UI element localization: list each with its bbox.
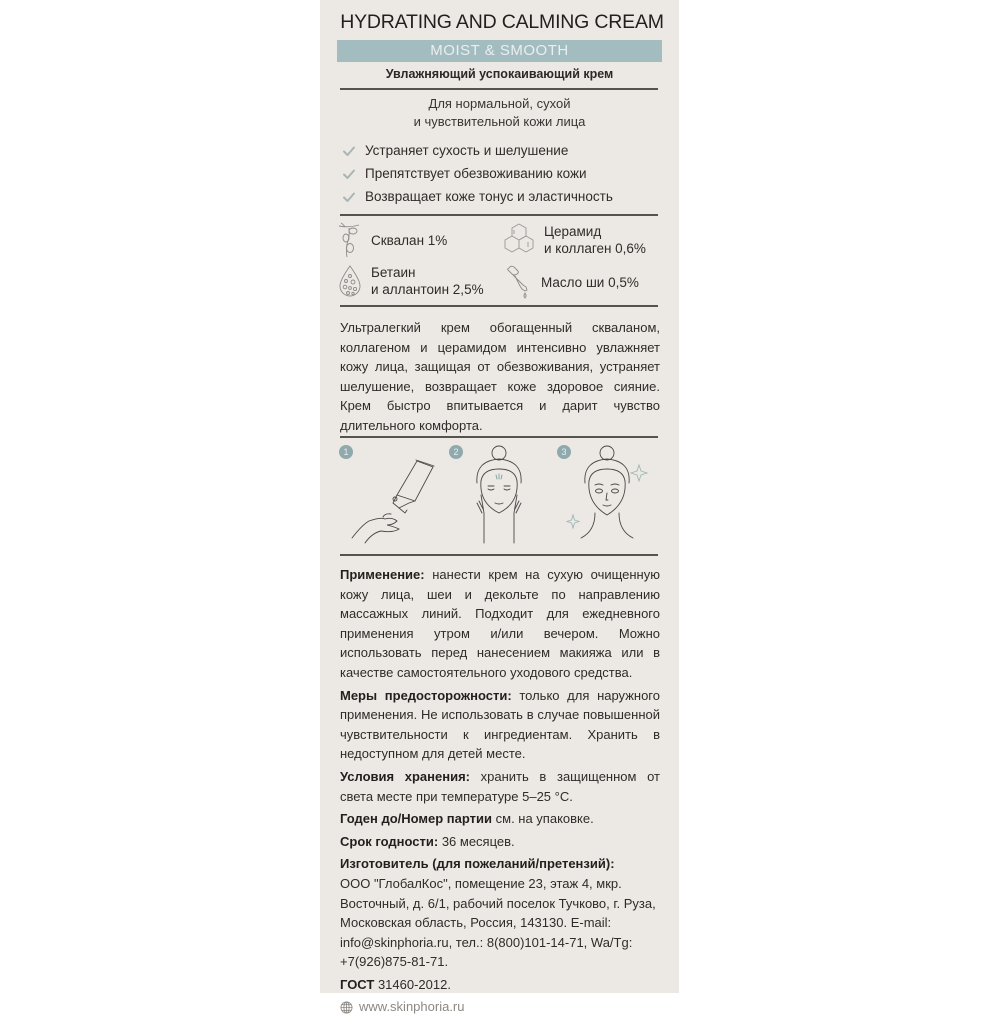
skin-type-line: и чувствительной кожи лица — [413, 114, 586, 129]
website-link[interactable] — [340, 997, 660, 1017]
application-label: Применение: — [340, 567, 425, 582]
manufacturer-label: Изготовитель (для пожеланий/претензий): — [340, 856, 615, 872]
benefit-item — [342, 139, 662, 162]
face-massage-icon — [447, 443, 552, 551]
gost-label: ГОСТ — [340, 976, 375, 992]
droplet-icon — [337, 264, 363, 298]
ingredient-squalane — [337, 222, 447, 258]
benefit-item — [342, 185, 662, 208]
expiry-text: см. на упаковке. — [492, 811, 594, 827]
skin-type — [337, 95, 662, 131]
storage-text: хранить в защищенном от света месте при температуре 5–25 °С. — [340, 768, 660, 804]
shelf-life-label: Срок годности: — [340, 833, 439, 849]
expiry-label: Годен до/Номер партии — [340, 811, 493, 827]
step-number-badge: 1 — [339, 445, 353, 459]
benefit-text: Препятствует обезвоживанию кожи — [365, 166, 587, 181]
ingredient-name: Масло ши 0,5% — [541, 274, 639, 290]
step-number-badge: 3 — [557, 445, 571, 459]
shelf-life-text: 36 месяцев. — [438, 833, 515, 849]
gost-text: 31460-2012. — [374, 976, 451, 992]
divider — [340, 554, 658, 556]
shelf-life-section — [340, 832, 660, 852]
precautions-section — [340, 686, 660, 764]
product-title-ru: Увлажняющий успокаивающий крем — [385, 67, 614, 81]
application-steps — [337, 443, 662, 551]
product-description: Ультралегкий крем обогащенный скваланом, коллагеном и церамидом интенсивно увлажняет кожу лица, защищая от обезвоживания, устраняет шелушение, возвращает коже здоровое сияние. Крем быстро впитывается и дарит чувство длительного комфорта. — [340, 320, 660, 433]
glowing-face-icon — [555, 443, 663, 551]
gost-section — [340, 975, 660, 995]
product-subtitle-bar: MOIST & SMOOTH — [337, 40, 662, 62]
ingredient-amount: и аллантоин 2,5% — [371, 282, 484, 297]
ingredient-ceramide — [502, 222, 646, 258]
divider — [340, 305, 658, 307]
precautions-label: Меры предосторожности: — [340, 687, 512, 703]
ingredient-name: Бетаин — [371, 265, 416, 280]
olive-branch-icon — [337, 222, 363, 258]
manufacturer-section — [340, 854, 660, 972]
benefit-text: Устраняет сухость и шелушение — [365, 143, 569, 158]
pipette-icon — [505, 264, 533, 300]
divider — [340, 88, 658, 90]
product-title: HYDRATING AND CALMING CREAM — [340, 11, 664, 33]
website-url[interactable]: www.skinphoria.ru — [359, 999, 465, 1015]
ingredient-shea-butter — [505, 264, 639, 300]
usage-instructions — [340, 565, 660, 1017]
ingredient-name: Церамид — [544, 224, 602, 239]
storage-section — [340, 767, 660, 806]
benefit-item — [342, 162, 662, 185]
step-number-badge: 2 — [449, 445, 463, 459]
application-text: нанести крем на сухую очищенную кожу лица, шеи и декольте по направлению массажных линий. Подходит для ежедневного применения утром и/или вечером. Можно использовать перед нанесением макияжа или в качестве самостоятельного уходового средства. — [340, 567, 660, 680]
ingredient-name: Сквалан 1% — [371, 232, 448, 248]
storage-label: Условия хранения: — [340, 768, 470, 784]
product-label-panel — [320, 0, 679, 1015]
ingredients-grid — [337, 222, 662, 304]
ingredient-betaine — [337, 264, 484, 298]
application-section — [340, 565, 660, 683]
skin-type-line: Для нормальной, сухой — [428, 96, 571, 111]
benefit-text: Возвращает коже тонус и эластичность — [365, 189, 613, 204]
benefits-list — [342, 139, 662, 208]
expiry-section — [340, 809, 660, 829]
tube-and-hand-icon — [337, 443, 447, 551]
precautions-text: только для наружного применения. Не использовать в случае повышенной чувствительности к ингредиентам. Хранить в недоступном для детей месте. — [340, 687, 660, 762]
manufacturer-text: ООО "ГлобалКос", помещение 23, этаж 4, мкр. Восточный, д. 6/1, рабочий поселок Тучково, г. Руза, Московская область, Россия, 143130. E-mail: info@skinphoria.ru, тел.: 8(800)101-14-71, Wa/Tg: +7(926)875-81-71. — [340, 875, 656, 970]
globe-icon — [340, 1001, 353, 1014]
check-icon — [342, 144, 356, 158]
divider — [340, 436, 658, 438]
check-icon — [342, 190, 356, 204]
divider — [340, 214, 658, 216]
hexagon-molecule-icon — [502, 222, 536, 258]
ingredient-amount: и коллаген 0,6% — [544, 241, 646, 256]
check-icon — [342, 167, 356, 181]
